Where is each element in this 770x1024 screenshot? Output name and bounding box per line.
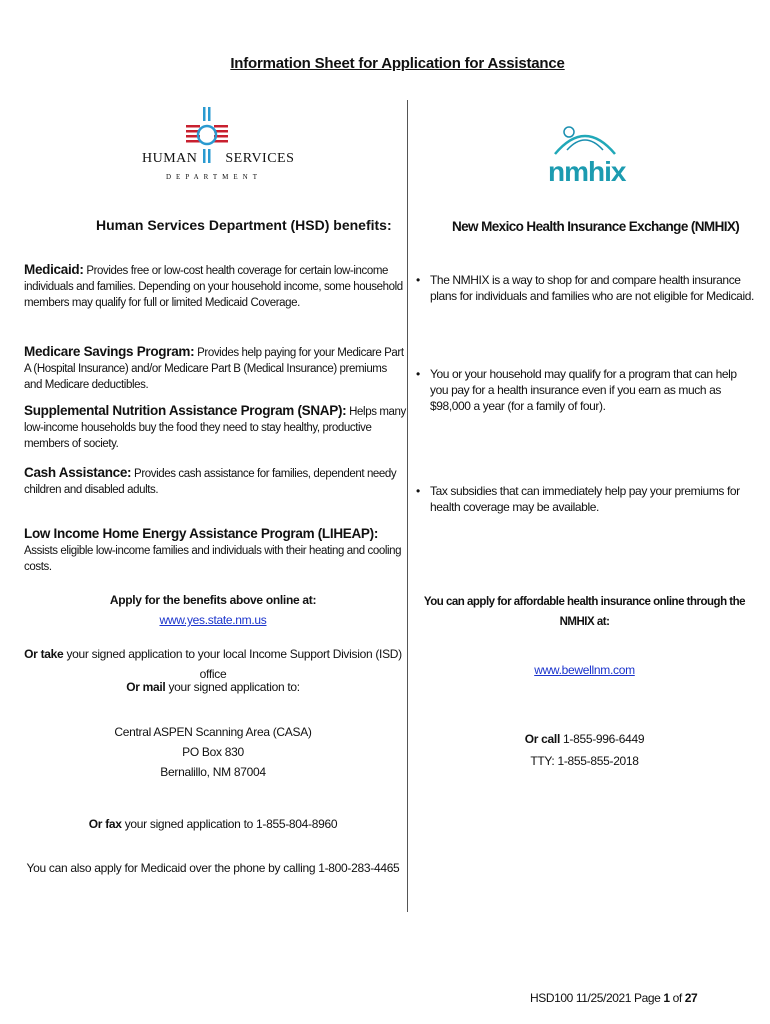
nmhix-heading: New Mexico Health Insurance Exchange (NMHIX) [452, 219, 740, 234]
cash-assistance-label: Cash Assistance: [24, 465, 132, 480]
snap-label: Supplemental Nutrition Assistance Program (SNAP): [24, 403, 347, 418]
footer-form-id: HSD100 11/25/2021 Page [530, 991, 664, 1005]
cash-assistance-section [24, 465, 406, 498]
or-take-label: Or take [24, 647, 64, 661]
sun-logo-icon [545, 120, 625, 160]
snap-section [24, 403, 406, 452]
or-fax-text: your signed application to 1-855-804-8960 [121, 817, 338, 831]
apply-online-text: Apply for the benefits above online at: [109, 593, 317, 607]
medicaid-label: Medicaid: [24, 262, 84, 277]
nmhix-link-line [412, 660, 757, 680]
nmhix-bullet-item: • Tax subsidies that can immediately help pay your premiums for health coverage may be available. [416, 483, 756, 515]
or-mail-text: your signed application to: [165, 680, 300, 694]
snap-text: Helps many low-income households buy the food they need to stay healthy, productive members of society. [24, 406, 406, 450]
hsd-logo-word-department: DEPARTMENT [166, 173, 262, 181]
liheap-text: Assists eligible low-income families and individuals with their heating and cooling costs. [24, 545, 402, 573]
footer-page-number: 1 [663, 991, 670, 1005]
address-line: Bernalillo, NM 87004 [160, 765, 266, 779]
medicaid-phone-line: You can also apply for Medicaid over the phone by calling 1-800-283-4465 [26, 861, 400, 875]
liheap-label: Low Income Home Energy Assistance Program (LIHEAP): [24, 526, 379, 541]
hsd-logo-word-services: SERVICES [225, 151, 295, 166]
liheap-section [24, 526, 406, 575]
nmhix-logo [545, 120, 625, 192]
footer-total-pages: 27 [684, 991, 698, 1005]
medicare-savings-text: Provides help paying for your Medicare Part A (Hospital Insurance) and/or Medicare Part B (Medical Insurance) premiums and Medicare deductibles. [24, 347, 404, 391]
medicare-savings-section [24, 344, 406, 393]
bewellnm-link[interactable]: www.bewellnm.com [534, 663, 635, 677]
hsd-heading: Human Services Department (HSD) benefits: [96, 217, 392, 233]
mailing-address [24, 722, 402, 782]
column-divider [407, 100, 408, 912]
address-line: Central ASPEN Scanning Area (CASA) [114, 725, 312, 739]
hsd-logo-word-human: HUMAN [142, 151, 198, 166]
yes-state-link[interactable]: www.yes.state.nm.us [159, 613, 267, 627]
nmhix-logo-text: nmhix [548, 156, 626, 187]
nmhix-bullet-item: • The NMHIX is a way to shop for and compare health insurance plans for individuals and families who are not eligible for Medicaid. [416, 272, 756, 304]
or-mail-label: Or mail [126, 680, 166, 694]
or-call-line [412, 729, 757, 749]
or-fax-label: Or fax [88, 817, 122, 831]
or-mail-line [24, 677, 402, 697]
cash-assistance-text: Provides cash assistance for families, dependent needy children and disabled adults. [24, 468, 397, 496]
or-fax-line [24, 814, 402, 834]
medicare-savings-label: Medicare Savings Program: [24, 344, 195, 359]
or-take-text: your signed application to your local Income Support Division (ISD) office [63, 647, 402, 681]
medicaid-section [24, 262, 406, 311]
apply-online-block [24, 590, 402, 630]
medicaid-text: Provides free or low-cost health coverage for certain low-income individuals and families. Depending on your household income, some household members may qualify for full or limited Medicaid Coverage. [24, 265, 403, 309]
footer-of: of [669, 991, 685, 1005]
nmhix-apply-text: You can apply for affordable health insurance online through the NMHIX at: [423, 596, 746, 628]
tty-line: TTY: 1-855-855-2018 [530, 754, 639, 768]
or-call-text: 1-855-996-6449 [560, 732, 645, 746]
address-line: PO Box 830 [182, 745, 244, 759]
page-title: Information Sheet for Application for Assistance [230, 55, 565, 72]
nmhix-bullet-item: • You or your household may qualify for a program that can help you pay for a health insurance even if you earn as much as $98,000 a year (for a family of four). [416, 366, 756, 414]
page-footer [530, 991, 697, 1005]
or-call-label: Or call [524, 732, 560, 746]
hsd-logo [142, 105, 295, 185]
